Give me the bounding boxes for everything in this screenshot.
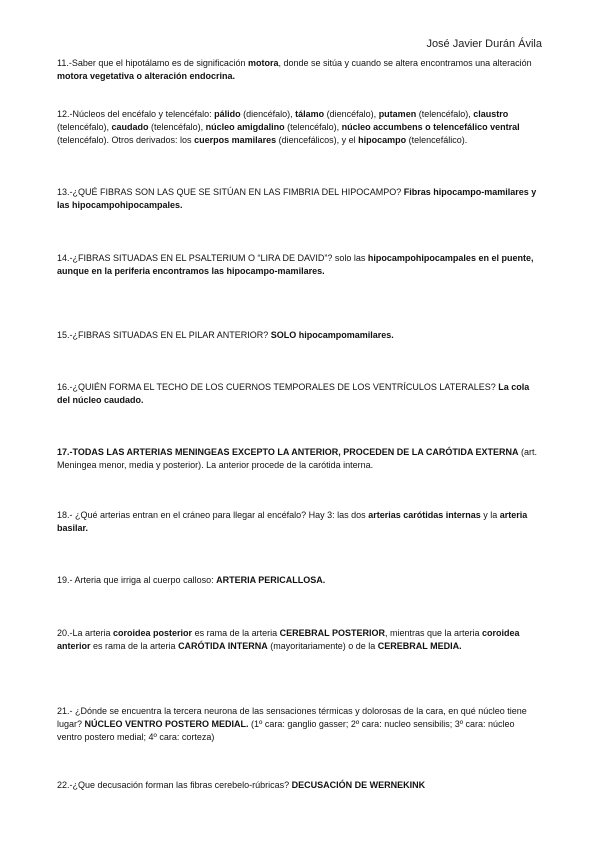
answer-text: ARTERIA PERICALLOSA.: [216, 575, 326, 585]
question-paragraph: [57, 252, 540, 278]
question-text: (telencéfalo). Otros derivados: los: [57, 135, 195, 145]
answer-text: motora vegetativa o alteración endocrina.: [57, 71, 236, 81]
question-text: , donde se sitúa y cuando se altera encontramos una alteración: [278, 58, 532, 68]
question-text: 19.- Arteria que irriga al cuerpo calloso:: [57, 575, 217, 585]
question-text: (diencefálicos), y el: [276, 135, 359, 145]
question-text: (telencéfalo),: [284, 122, 342, 132]
question-text: es rama de la arteria: [90, 641, 179, 651]
question-text: 13.-¿QUÉ FIBRAS SON LAS QUE SE SITÚAN EN LAS FIMBRIA DEL HIPOCAMPO?: [57, 187, 404, 197]
answer-text: CEREBRAL POSTERIOR: [279, 628, 385, 638]
question-paragraph: [57, 779, 540, 792]
answer-text: La cola del núcleo caudado.: [57, 382, 530, 405]
question-paragraph: [57, 108, 540, 147]
question-paragraph: [57, 446, 540, 472]
question-text: 14.-¿FIBRAS SITUADAS EN EL PSALTERIUM O “LIRA DE DAVID”? solo las: [57, 253, 368, 263]
question-paragraph: [57, 627, 540, 653]
answer-text: núcleo accumbens o telencefálico ventral: [341, 122, 520, 132]
answer-text: Fibras hipocampo-mamilares y las hipocampohipocampales.: [57, 187, 537, 210]
question-text: , mientras que la arteria: [384, 628, 483, 638]
answer-text: motora: [247, 58, 279, 68]
question-text: 11.-Saber que el hipotálamo es de significación: [57, 58, 248, 68]
question-paragraph: [57, 57, 540, 83]
answer-text: núcleo amigdalino: [205, 122, 285, 132]
answer-text: arteria basilar.: [57, 510, 528, 533]
question-text: 12.-Núcleos del encéfalo y telencéfalo:: [57, 109, 215, 119]
answer-text: arterias carótidas internas: [368, 510, 481, 520]
question-text: (telencéfalo),: [416, 109, 474, 119]
answer-text: caudado: [111, 122, 149, 132]
question-text: 22.-¿Que decusación forman las fibras cerebelo-rúbricas?: [57, 780, 292, 790]
question-paragraph: [57, 705, 540, 744]
question-paragraph: [57, 509, 540, 535]
author-header: José Javier Durán Ávila: [426, 38, 542, 50]
question-paragraph: [57, 329, 540, 342]
answer-text: hipocampo: [358, 135, 407, 145]
question-text: (diencéfalo),: [324, 109, 379, 119]
answer-text: NÚCLEO VENTRO POSTERO MEDIAL.: [84, 719, 249, 729]
question-text: (1º cara: ganglio gasser; 2º cara: nucleo sensibilis; 3º cara: núcleo ventro postero medial; 4º cara: corteza): [57, 719, 515, 742]
answer-text: SOLO hipocampomamilares.: [270, 330, 394, 340]
answer-text: hipocampohipocampales en el puente, aunque en la periferia encontramos las hipocampo-mamilares.: [57, 253, 534, 276]
question-text: (diencéfalo),: [240, 109, 296, 119]
question-paragraph: [57, 381, 540, 407]
question-text: 16.-¿QUIÉN FORMA EL TECHO DE LOS CUERNOS TEMPORALES DE LOS VENTRÍCULOS LATERALES?: [57, 382, 499, 392]
question-text: (telencéfalo),: [148, 122, 206, 132]
answer-text: pálido: [214, 109, 241, 119]
answer-text: coroidea anterior: [57, 628, 520, 651]
question-text: es rama de la arteria: [192, 628, 280, 638]
question-text: 18.- ¿Qué arterias entran en el cráneo para llegar al encéfalo? Hay 3: las dos: [57, 510, 369, 520]
question-text: 21.- ¿Dónde se encuentra la tercera neurona de las sensaciones térmicas y dolorosas de la cara, en qué núcleo tiene lugar?: [57, 706, 527, 729]
answer-text: putamen: [378, 109, 417, 119]
question-text: (art. Meningea menor, media y posterior). La anterior procede de la carótida interna.: [57, 447, 538, 470]
answer-text: CEREBRAL MEDIA.: [377, 641, 462, 651]
answer-text: DECUSACIÓN DE WERNEKINK: [291, 780, 426, 790]
answer-text: tálamo: [295, 109, 325, 119]
question-text: (mayoritariamente) o de la: [267, 641, 378, 651]
answer-text: claustro: [473, 109, 509, 119]
question-text: 15.-¿FIBRAS SITUADAS EN EL PILAR ANTERIOR?: [57, 330, 271, 340]
answer-text: cuerpos mamilares: [194, 135, 277, 145]
question-text: 20.-La arteria: [57, 628, 114, 638]
question-paragraph: [57, 574, 540, 587]
answer-text: coroidea posterior: [113, 628, 193, 638]
question-text: (telencéfalo),: [57, 122, 112, 132]
answer-text: CARÓTIDA INTERNA: [178, 641, 268, 651]
question-text: y la: [480, 510, 500, 520]
question-text: (telencefálico).: [406, 135, 468, 145]
answer-text: 17.-TODAS LAS ARTERIAS MENINGEAS EXCEPTO LA ANTERIOR, PROCEDEN DE LA CARÓTIDA EXTERNA: [57, 447, 519, 457]
question-paragraph: [57, 186, 540, 212]
